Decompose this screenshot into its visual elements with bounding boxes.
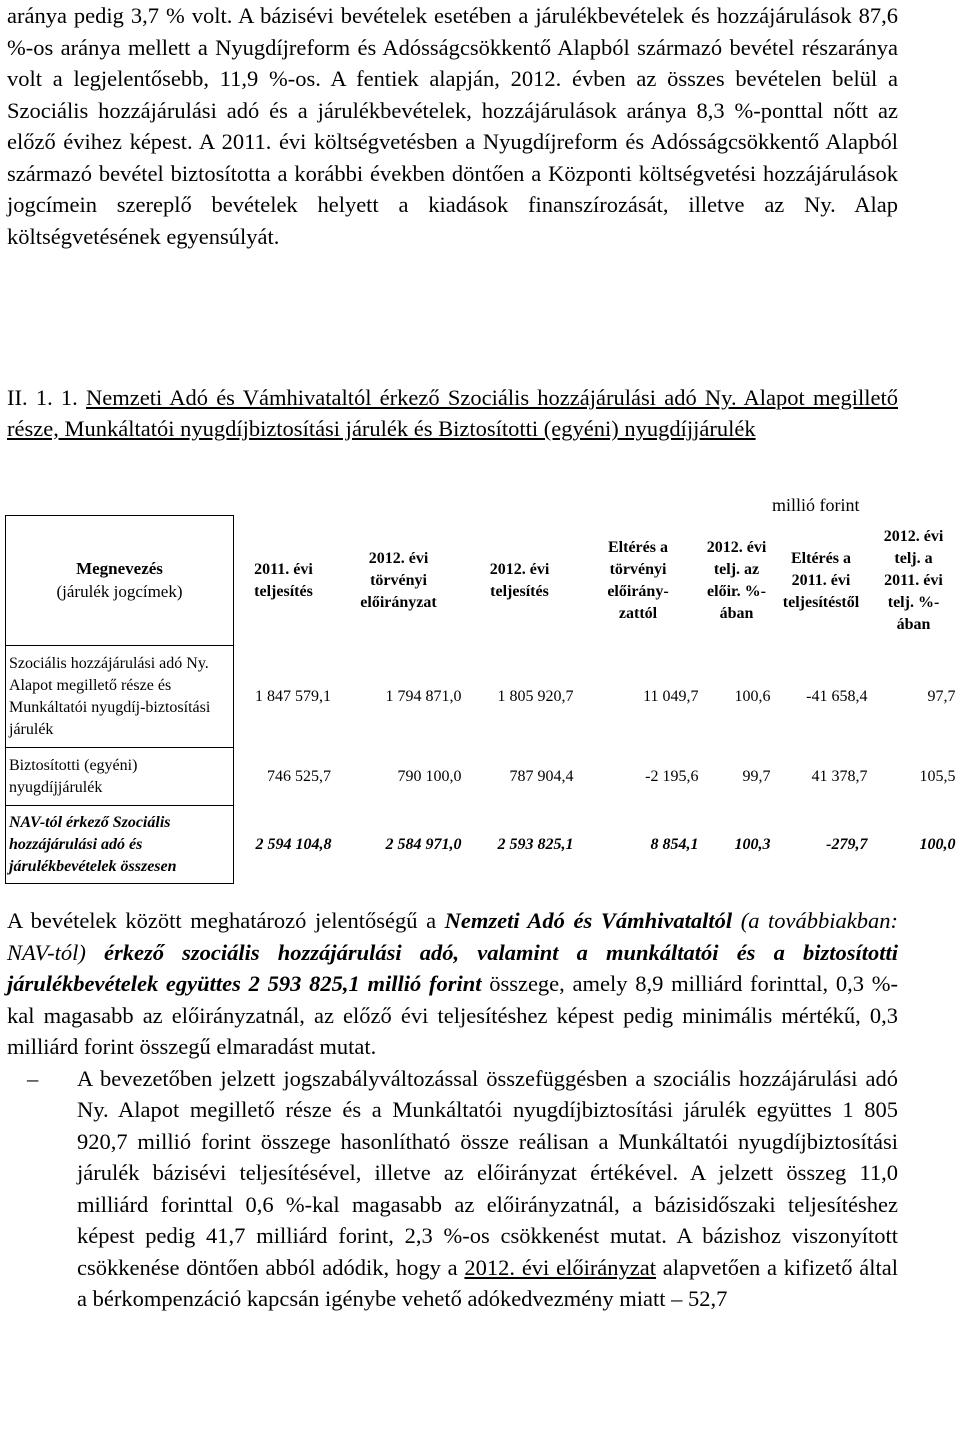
row-name-total: NAV-tól érkező Szociális hozzájárulási adó és járulékbevételek összesen <box>6 806 234 884</box>
cell-value: -2 195,6 <box>645 767 699 785</box>
table-row-total <box>6 806 958 884</box>
intro-text-block <box>7 0 898 252</box>
header-col-2011-actual: 2011. évi teljesítés <box>254 560 313 600</box>
summary-emphasis-nav: Nemzeti Adó és Vámhivataltól <box>444 908 733 933</box>
header-name-title: Megnevezés <box>76 558 163 578</box>
cell-value: 1 794 871,0 <box>385 687 462 705</box>
table-header-row <box>6 516 958 646</box>
cell-value-total: 100,3 <box>734 835 771 853</box>
table-row <box>6 646 958 748</box>
section-number: II. 1. 1. <box>7 385 78 410</box>
header-col-2012-plan: 2012. évi törvényi előirányzat <box>360 549 437 611</box>
section-heading <box>7 382 898 444</box>
row-name: Biztosítotti (egyéni) nyugdíjjárulék <box>6 748 234 806</box>
summary-text-1: A bevételek között meghatározó jelentőségű a <box>7 908 445 933</box>
table-row <box>6 748 958 806</box>
header-col-diff-plan: Eltérés a törvényi előirány-zattól <box>607 538 669 622</box>
revenue-table <box>5 515 958 884</box>
summary-text-block <box>7 905 898 1315</box>
section-title: Nemzeti Adó és Vámhivataltól érkező Szociális hozzájárulási adó Ny. Alapot megillető része, Munkáltatói nyugdíjbiztosítási járulék és Biztosítotti (egyéni) nyugdíjjárulék <box>7 385 898 441</box>
cell-value: 1 805 920,7 <box>497 687 574 705</box>
bullet-text <box>77 1063 898 1315</box>
bullet-text-1: A bevezetőben jelzett jogszabályváltozással összefüggésben a szociális hozzájárulási adó Ny. Alapot megillető része és a Munkáltatói nyugdíjbiztosítási járulék együttes 1 805 920,7 millió forint összege hasonlítható össze reálisan a Munkáltatói nyugdíjbiztosítási járulék bázisévi teljesítésével, illetve az előirányzat értékével. A jelzett összeg 11,0 milliárd forinttal 0,6 %-kal magasabb az előirányzatnál, a bázisidőszaki teljesítéshez képest pedig 41,7 milliárd forint, 2,3 %-os csökkenést mutat. A bázishoz viszonyított csökkenése döntően abból adódik, hogy a <box>77 1065 898 1280</box>
intro-paragraph: aránya pedig 3,7 % volt. A bázisévi bevételek esetében a járulékbevételek és hozzájárulások 87,6 %-os aránya mellett a Nyugdíjreform és Adósságcsökkentő Alapból származó bevétel részaránya volt a legjelentősebb, 11,9 %-os. A fentiek alapján, 2012. évben az összes bevételen belül a Szociális hozzájárulási adó és a járulékbevételek, hozzájárulások aránya 8,3 %-ponttal nőtt az előző évihez képest. A 2011. évi költségvetésben a Nyugdíjreform és Adósságcsökkentő Alapból származó bevétel biztosította a korábbi években döntően a Központi költségvetési hozzájárulások jogcímein szereplő bevételek helyett a kiadások finanszírozását, illetve az Ny. Alap költségvetésének egyensúlyát. <box>7 3 898 249</box>
cell-value: 746 525,7 <box>267 767 331 785</box>
cell-value-total: -279,7 <box>826 835 868 853</box>
header-name <box>6 516 234 646</box>
cell-value: 97,7 <box>927 687 956 705</box>
cell-value: 1 847 579,1 <box>255 687 331 705</box>
bullet-text-2: alapvetően a kifizető által a bérkompenzáció kapcsán igénybe vehető adókedvezmény miatt – 52,7 <box>77 1254 898 1311</box>
bullet-dash: – <box>27 1065 39 1091</box>
header-col-diff-2011: Eltérés a 2011. évi teljesítéstől <box>782 549 860 611</box>
cell-value-total: 100,0 <box>919 835 956 853</box>
header-col-pct-plan: 2012. évi telj. az előir. %-ában <box>706 538 767 622</box>
header-name-subtitle: (járulék jogcímek) <box>56 581 183 601</box>
cell-value-total: 8 854,1 <box>650 835 699 853</box>
cell-value: 11 049,7 <box>643 687 699 705</box>
cell-value: 99,7 <box>742 767 771 785</box>
cell-value-total: 2 584 971,0 <box>385 835 462 853</box>
row-name: Szociális hozzájárulási adó Ny. Alapot megillető része és Munkáltatói nyugdíj-biztosítási járulék <box>6 646 234 748</box>
summary-emphasis-amount: érkező szociális hozzájárulási adó, valamint a munkáltatói és a biztosítotti járulékbevételek együttes 2 593 825,1 millió forint <box>7 939 898 996</box>
cell-value: 790 100,0 <box>397 767 462 785</box>
cell-value: 100,6 <box>734 687 771 705</box>
cell-value: -41 658,4 <box>806 687 868 705</box>
summary-text-2: összege, amely 8,9 milliárd forinttal, 0,3 %-kal magasabb az előirányzatnál, az előző évi teljesítéshez képest pedig minimális mértékű, 0,3 milliárd forint összegű elmaradást mutat. <box>7 971 898 1059</box>
cell-value-total: 2 593 825,1 <box>497 835 574 853</box>
summary-note-nav: (a továbbiakban: NAV-tól) <box>7 908 899 965</box>
table-unit-label: millió forint <box>772 495 860 515</box>
bullet-item <box>7 1063 898 1315</box>
header-col-pct-2011: 2012. évi telj. a 2011. évi telj. %-ában <box>883 527 944 633</box>
summary-paragraph <box>7 905 898 1063</box>
cell-value: 41 378,7 <box>811 767 868 785</box>
cell-value-total: 2 594 104,8 <box>255 835 332 853</box>
bullet-underlined-text: 2012. évi előirányzat <box>464 1254 657 1280</box>
cell-value: 105,5 <box>919 767 956 785</box>
cell-value: 787 904,4 <box>509 767 574 785</box>
header-col-2012-actual: 2012. évi teljesítés <box>489 560 550 600</box>
